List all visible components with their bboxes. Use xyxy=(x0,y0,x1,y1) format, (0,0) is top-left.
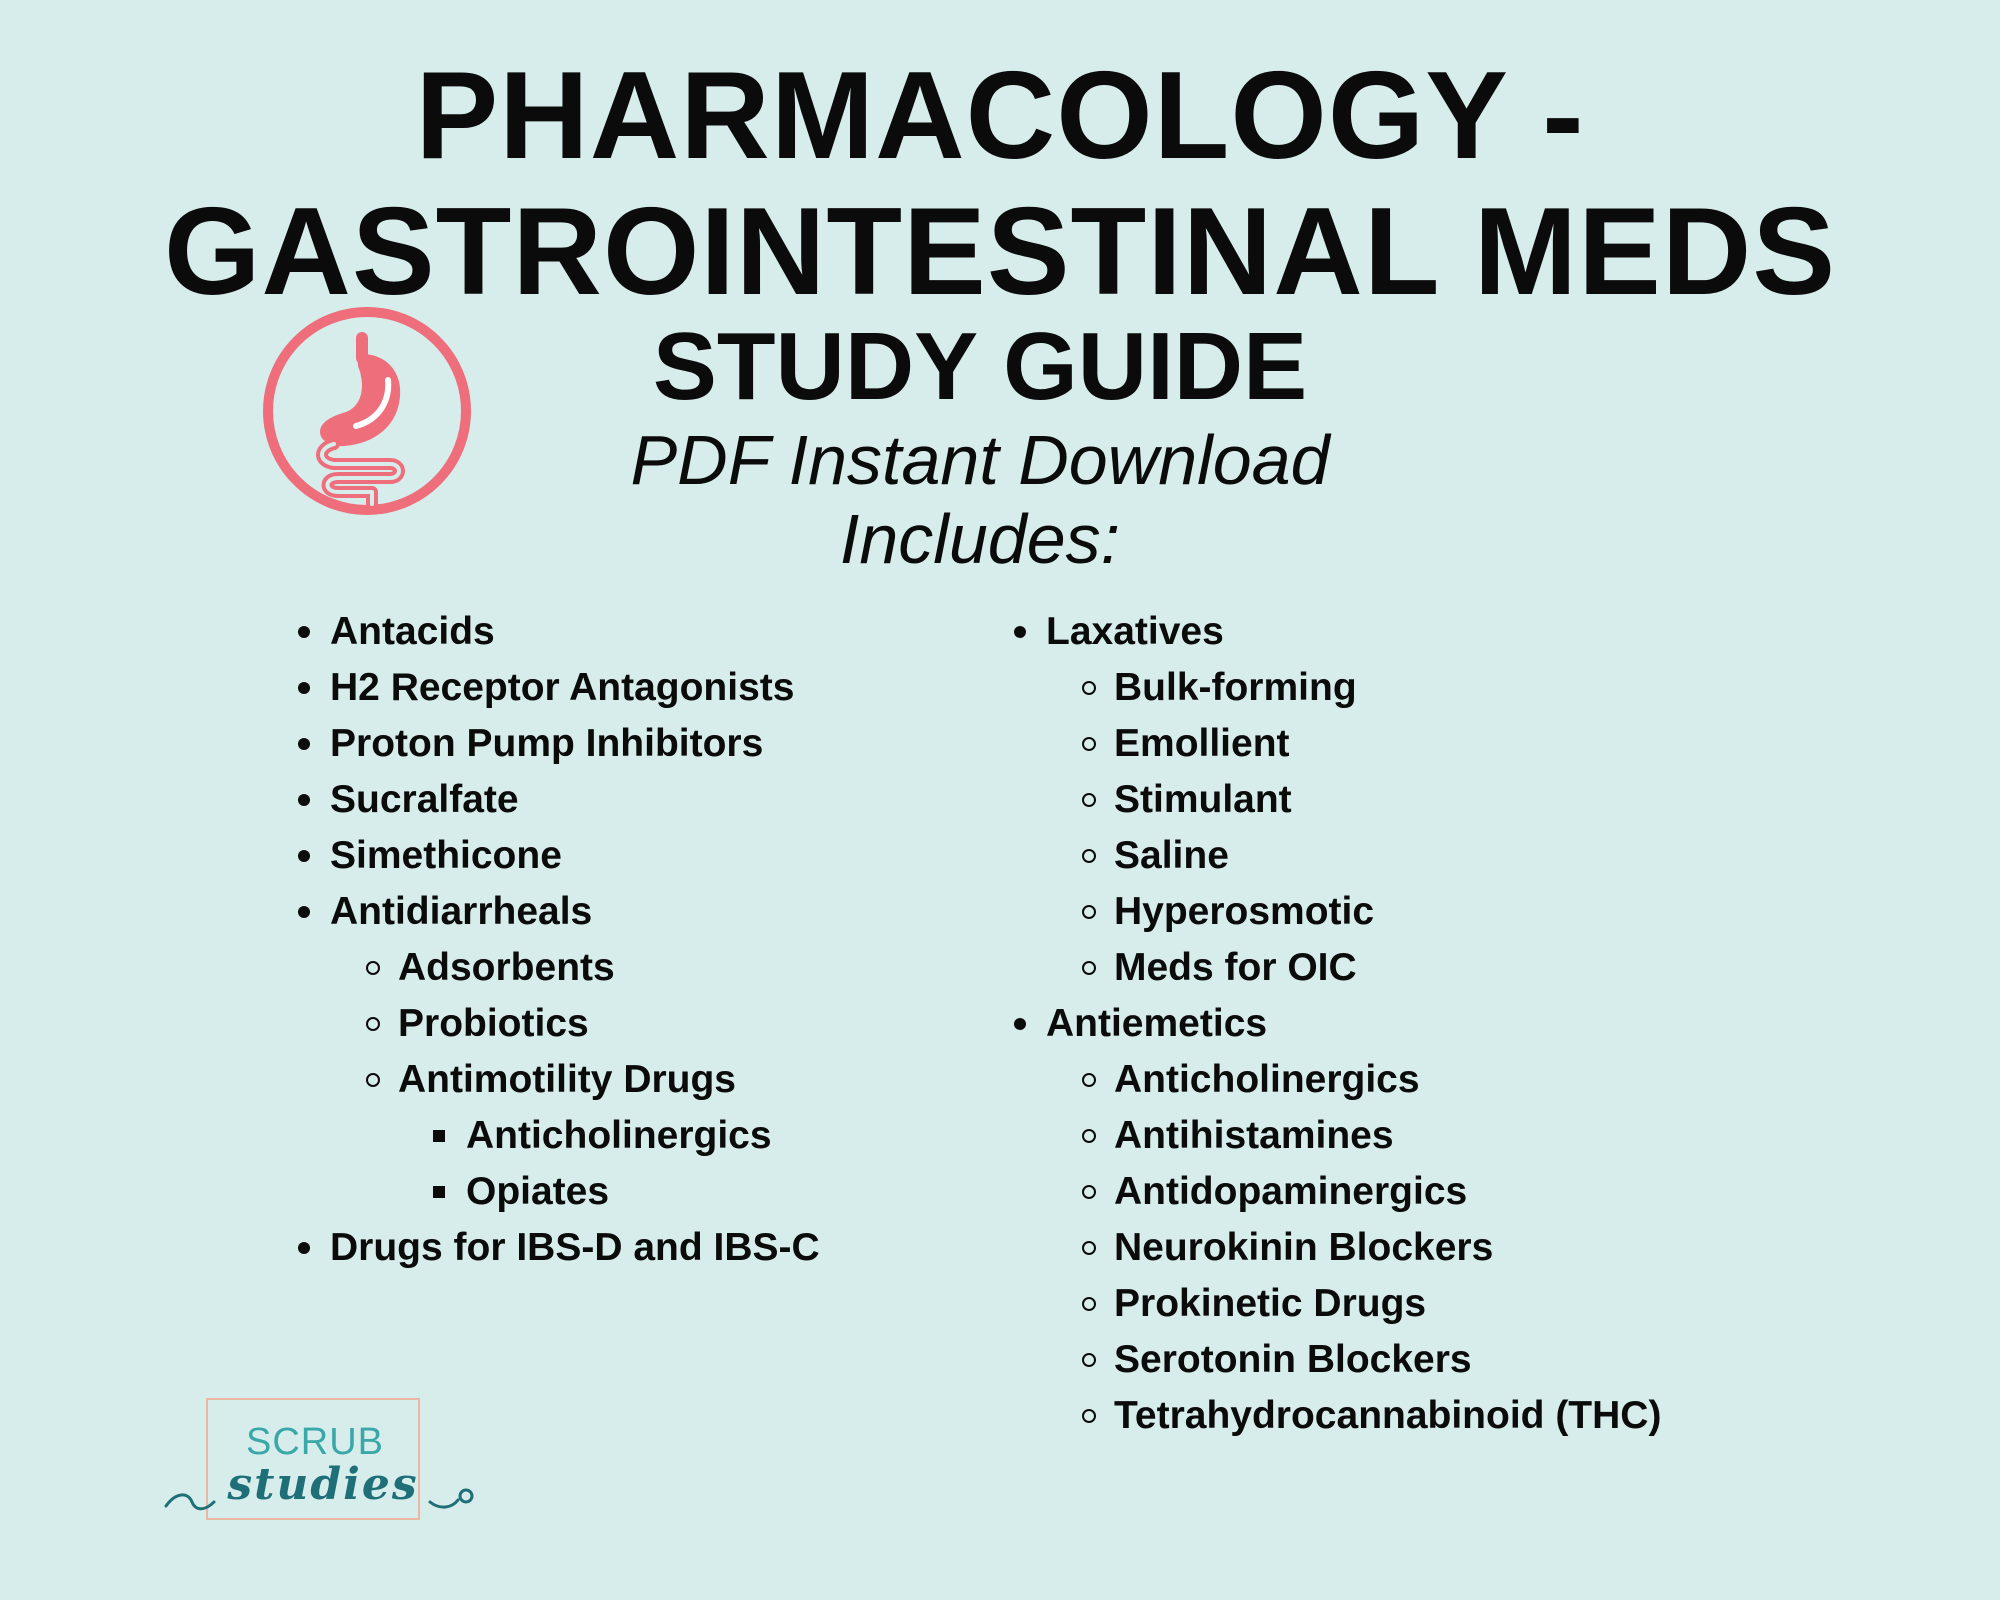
logo-scrub-text: SCRUB xyxy=(245,1421,385,1463)
includes-label: Includes: xyxy=(839,500,1121,578)
list-subitem: Antihistamines xyxy=(1006,1108,1661,1164)
list-subitem: Bulk-forming xyxy=(1006,660,1661,716)
page-title-line-2: GASTROINTESTINAL MEDS xyxy=(163,183,1837,321)
bullet-icon xyxy=(298,1242,310,1254)
list-subsubitem: Opiates xyxy=(290,1164,820,1220)
circle-bullet-icon xyxy=(1082,737,1096,751)
square-bullet-icon xyxy=(433,1186,445,1198)
circle-bullet-icon xyxy=(366,1073,380,1087)
circle-bullet-icon xyxy=(1082,1353,1096,1367)
logo-studies-text: studies xyxy=(227,1459,419,1510)
list-subitem: Antimotility Drugs xyxy=(290,1052,820,1108)
list-item: Antiemetics xyxy=(1006,996,1661,1052)
circle-bullet-icon xyxy=(366,1017,380,1031)
circle-bullet-icon xyxy=(1082,1409,1096,1423)
bullet-icon xyxy=(298,794,310,806)
circle-bullet-icon xyxy=(366,961,380,975)
circle-bullet-icon xyxy=(1082,961,1096,975)
list-subitem: Meds for OIC xyxy=(1006,940,1661,996)
list-item: H2 Receptor Antagonists xyxy=(290,660,820,716)
circle-bullet-icon xyxy=(1082,1185,1096,1199)
circle-bullet-icon xyxy=(1082,793,1096,807)
list-item: Antidiarrheals xyxy=(290,884,820,940)
list-subitem: Stimulant xyxy=(1006,772,1661,828)
circle-bullet-icon xyxy=(1082,1297,1096,1311)
page-subtitle: STUDY GUIDE xyxy=(652,313,1308,420)
list-subitem: Tetrahydrocannabinoid (THC) xyxy=(1006,1388,1661,1444)
list-item: Drugs for IBS-D and IBS-C xyxy=(290,1220,820,1276)
bullet-icon xyxy=(298,850,310,862)
bullet-icon xyxy=(298,738,310,750)
list-item: Sucralfate xyxy=(290,772,820,828)
list-subitem: Prokinetic Drugs xyxy=(1006,1276,1661,1332)
list-subitem: Saline xyxy=(1006,828,1661,884)
bullet-icon xyxy=(298,682,310,694)
scrub-studies-logo xyxy=(206,1398,420,1520)
square-bullet-icon xyxy=(433,1130,445,1142)
circle-bullet-icon xyxy=(1082,681,1096,695)
list-subsubitem: Anticholinergics xyxy=(290,1108,820,1164)
circle-bullet-icon xyxy=(1082,1073,1096,1087)
list-subitem: Probiotics xyxy=(290,996,820,1052)
list-subitem: Anticholinergics xyxy=(1006,1052,1661,1108)
bullet-icon xyxy=(1014,626,1026,638)
right-topic-list xyxy=(1006,604,1661,1444)
list-item: Laxatives xyxy=(1006,604,1661,660)
page-title-line-1: PHARMACOLOGY - xyxy=(415,47,1585,185)
circle-bullet-icon xyxy=(1082,1241,1096,1255)
list-item: Simethicone xyxy=(290,828,820,884)
left-topic-list xyxy=(290,604,820,1276)
stomach-intestine-icon xyxy=(262,306,472,516)
list-subitem: Neurokinin Blockers xyxy=(1006,1220,1661,1276)
circle-bullet-icon xyxy=(1082,1129,1096,1143)
circle-bullet-icon xyxy=(1082,905,1096,919)
bullet-icon xyxy=(298,626,310,638)
pdf-tagline: PDF Instant Download xyxy=(630,421,1330,499)
list-subitem: Emollient xyxy=(1006,716,1661,772)
list-subitem: Adsorbents xyxy=(290,940,820,996)
circle-bullet-icon xyxy=(1082,849,1096,863)
list-item: Proton Pump Inhibitors xyxy=(290,716,820,772)
list-item: Antacids xyxy=(290,604,820,660)
list-subitem: Antidopaminergics xyxy=(1006,1164,1661,1220)
bullet-icon xyxy=(298,906,310,918)
bullet-icon xyxy=(1014,1018,1026,1030)
list-subitem: Serotonin Blockers xyxy=(1006,1332,1661,1388)
list-subitem: Hyperosmotic xyxy=(1006,884,1661,940)
